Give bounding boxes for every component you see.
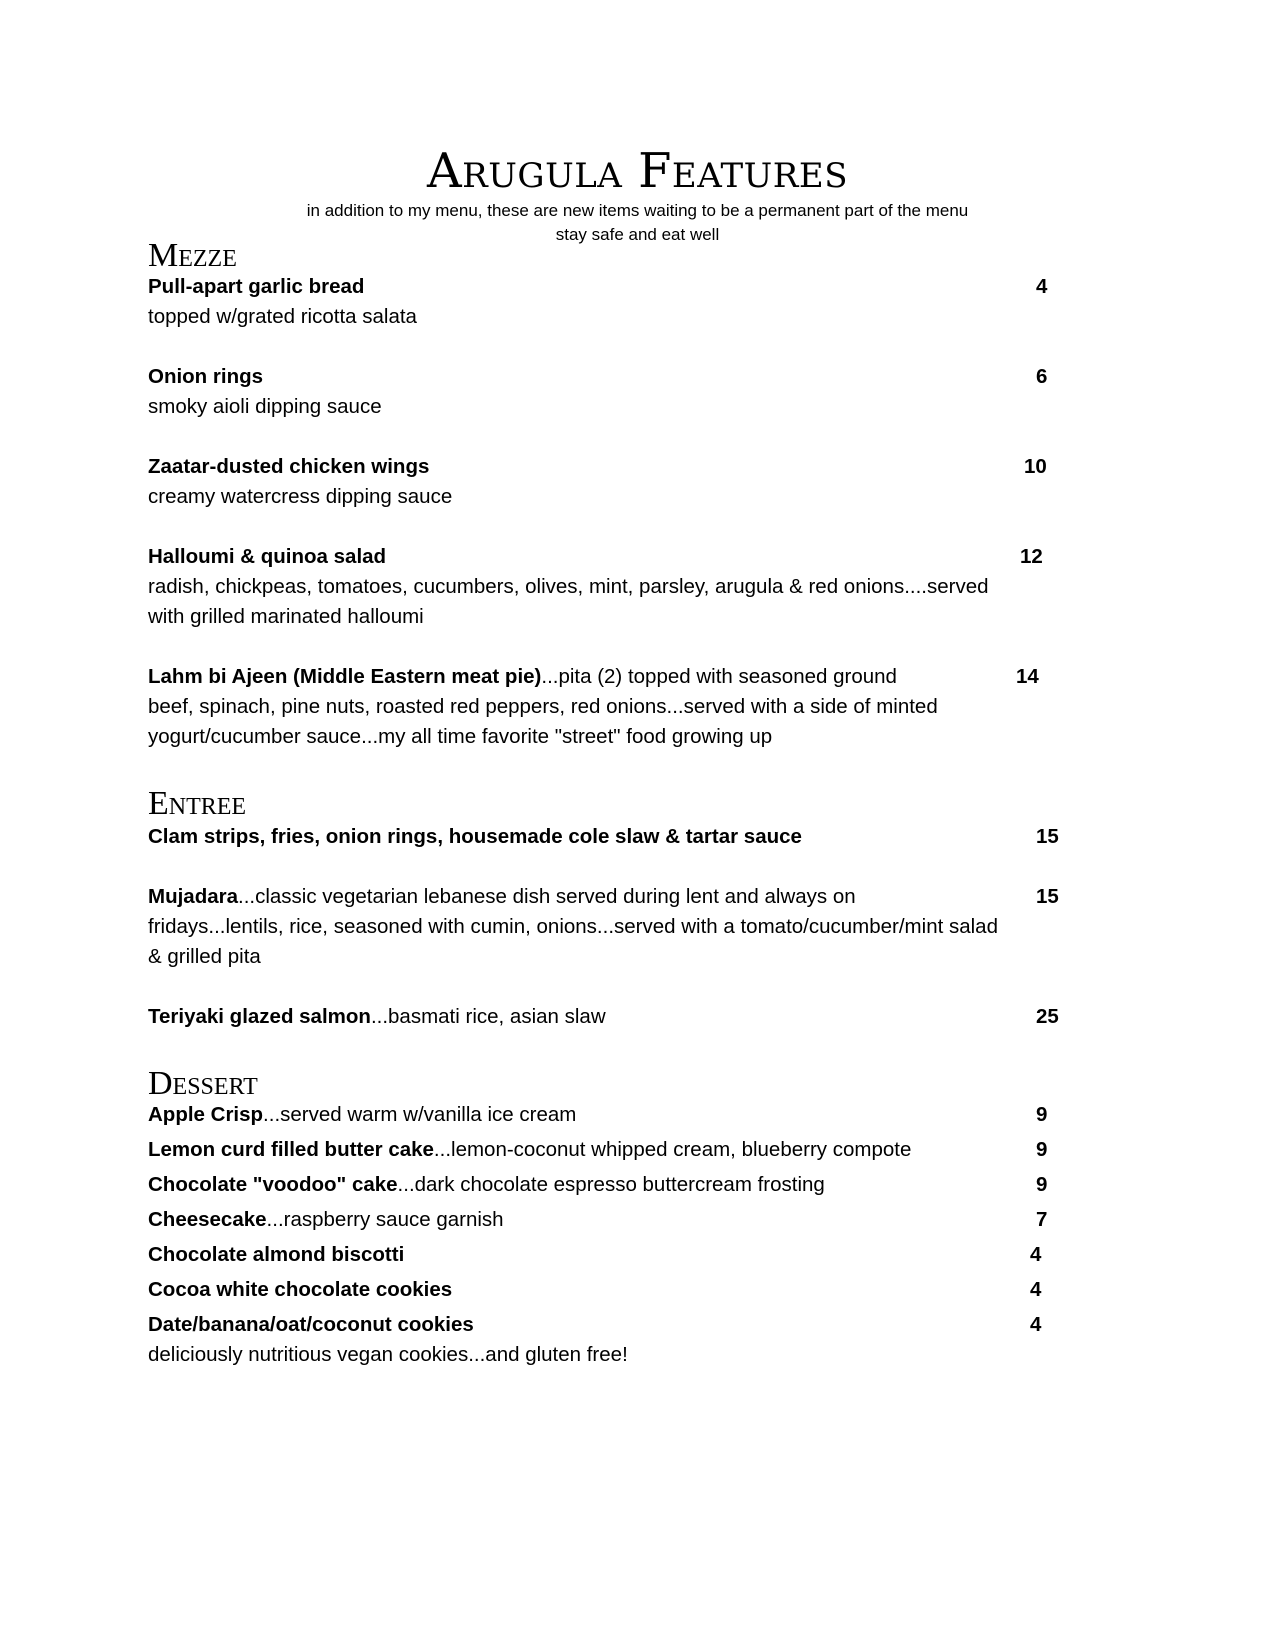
menu-item-inline-description: ...served warm w/vanilla ice cream <box>263 1103 577 1126</box>
menu-item-description: & grilled pita <box>148 945 261 968</box>
menu-item-inline-description: ...classic vegetarian lebanese dish served during lent and always on <box>238 885 856 908</box>
menu-item-description: creamy watercress dipping sauce <box>148 485 453 508</box>
subtitle-tagline: stay safe and eat well <box>555 225 720 244</box>
section-heading-mezze: Mezze <box>148 237 237 274</box>
menu-item-price: 4 <box>1030 1243 1042 1266</box>
menu-item-price: 14 <box>1016 665 1039 688</box>
menu-item-name: Zaatar-dusted chicken wings <box>148 455 430 478</box>
menu-item-name: Pull-apart garlic bread <box>148 275 365 298</box>
page-title: Arugula Features <box>427 143 848 199</box>
menu-item-name: Clam strips, fries, onion rings, housemade cole slaw & tartar sauce <box>148 825 802 848</box>
menu-item-inline-description: ...lemon-coconut whipped cream, blueberry compote <box>433 1138 912 1161</box>
section-heading-dessert: Dessert <box>148 1065 258 1102</box>
menu-item-inline-description: ...dark chocolate espresso buttercream frosting <box>397 1173 825 1196</box>
menu-item-price: 7 <box>1036 1208 1048 1231</box>
menu-item-name: Teriyaki glazed salmon...basmati rice, asian slaw <box>148 1005 606 1028</box>
menu-item-inline-description: ...pita (2) topped with seasoned ground <box>541 665 897 688</box>
menu-item-price: 4 <box>1036 275 1048 298</box>
menu-item-inline-description: ...raspberry sauce garnish <box>266 1208 504 1231</box>
menu-item-price: 10 <box>1024 455 1047 478</box>
menu-item-price: 6 <box>1036 365 1048 388</box>
menu-item-price: 9 <box>1036 1138 1048 1161</box>
menu-item-description: with grilled marinated halloumi <box>148 605 424 628</box>
menu-item-name: Mujadara...classic vegetarian lebanese dish served during lent and always on <box>148 885 856 908</box>
menu-item-name: Halloumi & quinoa salad <box>148 545 387 568</box>
menu-item-name: Cheesecake...raspberry sauce garnish <box>148 1208 504 1231</box>
menu-item-name: Onion rings <box>148 365 264 388</box>
menu-item-name: Date/banana/oat/coconut cookies <box>148 1313 474 1336</box>
menu-item-description: fridays...lentils, rice, seasoned with cumin, onions...served with a tomato/cucumber/mint salad <box>148 915 998 938</box>
menu-item-description: radish, chickpeas, tomatoes, cucumbers, olives, mint, parsley, arugula & red onions....served <box>148 575 989 598</box>
menu-item-name: Cocoa white chocolate cookies <box>148 1278 453 1301</box>
menu-item-inline-description: ...basmati rice, asian slaw <box>370 1005 606 1028</box>
subtitle-intro: in addition to my menu, these are new items waiting to be a permanent part of the menu <box>306 201 969 220</box>
menu-item-price: 4 <box>1030 1313 1042 1336</box>
menu-item-price: 25 <box>1036 1005 1059 1028</box>
menu-item-price: 4 <box>1030 1278 1042 1301</box>
menu-item-name: Apple Crisp...served warm w/vanilla ice cream <box>148 1103 577 1126</box>
menu-item-description: topped w/grated ricotta salata <box>148 305 417 328</box>
menu-item-description: yogurt/cucumber sauce...my all time favorite "street" food growing up <box>148 725 773 748</box>
menu-item-name: Lemon curd filled butter cake...lemon-coconut whipped cream, blueberry compote <box>148 1138 912 1161</box>
menu-item-price: 15 <box>1036 885 1059 908</box>
section-heading-entree: Entree <box>148 785 247 822</box>
menu-item-name: Chocolate almond biscotti <box>148 1243 405 1266</box>
menu-item-name: Chocolate "voodoo" cake...dark chocolate espresso buttercream frosting <box>148 1173 825 1196</box>
menu-item-price: 12 <box>1020 545 1043 568</box>
menu-item-description: beef, spinach, pine nuts, roasted red peppers, red onions...served with a side of minted <box>148 695 938 718</box>
menu-item-description: smoky aioli dipping sauce <box>148 395 382 418</box>
menu-item-price: 9 <box>1036 1103 1048 1126</box>
menu-item-price: 15 <box>1036 825 1059 848</box>
menu-item-price: 9 <box>1036 1173 1048 1196</box>
menu-item-name: Lahm bi Ajeen (Middle Eastern meat pie)...pita (2) topped with seasoned ground <box>148 665 897 688</box>
menu-item-description: deliciously nutritious vegan cookies...and gluten free! <box>148 1343 628 1366</box>
